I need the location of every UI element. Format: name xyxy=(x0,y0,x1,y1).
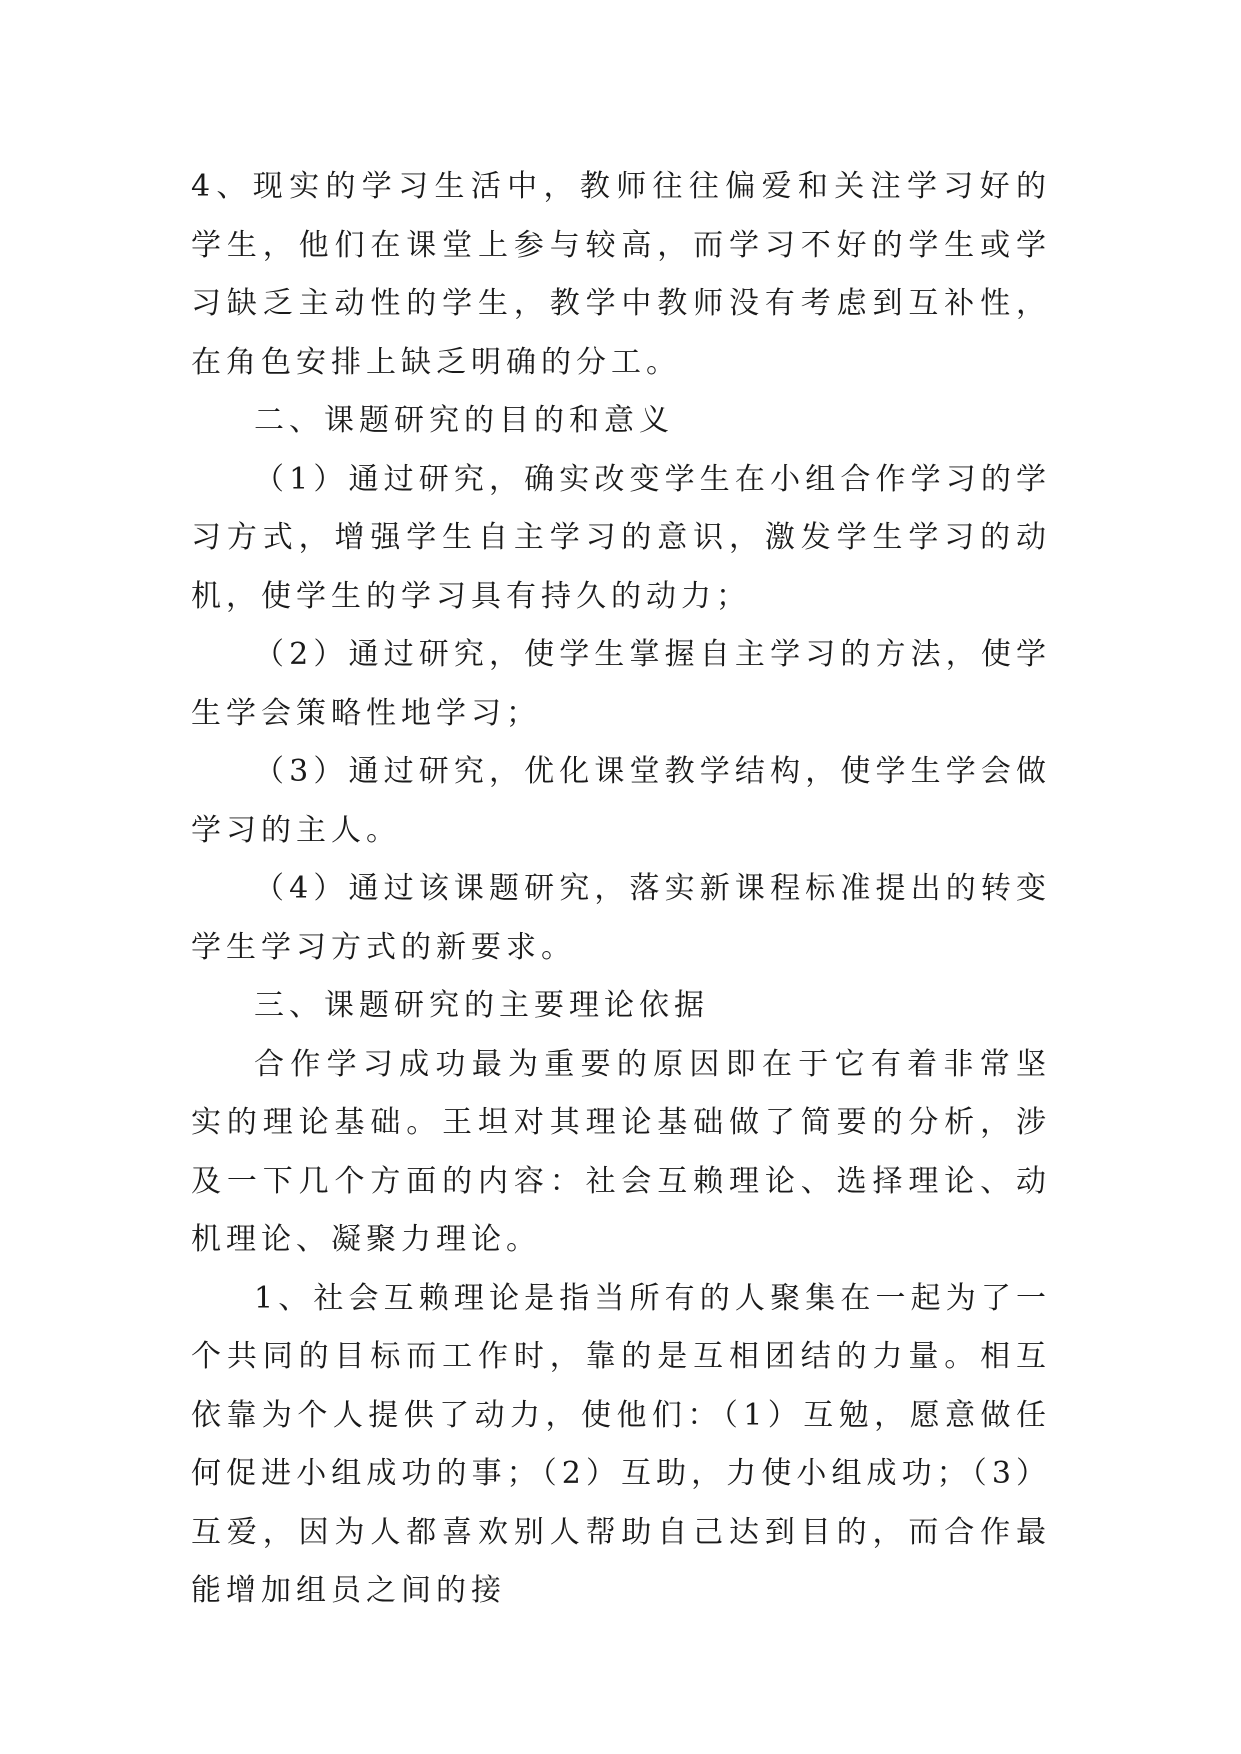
paragraph-theory-intro: 合作学习成功最为重要的原因即在于它有着非常坚实的理论基础。王坦对其理论基础做了简要的分析，涉及一下几个方面的内容：社会互赖理论、选择理论、动机理论、凝聚力理论。 xyxy=(191,1046,1051,1257)
section-heading-purpose: 二、课题研究的目的和意义 xyxy=(254,403,674,438)
paragraph-purpose-2: （2）通过研究，使学生掌握自主学习的方法，使学生学会策略性地学习； xyxy=(191,637,1051,731)
paragraph-purpose-1: （1）通过研究，确实改变学生在小组合作学习的学习方式，增强学生自主学习的意识，激发学生学习的动机，使学生的学习具有持久的动力； xyxy=(191,461,1051,614)
paragraph-teacher-bias: 4、现实的学习生活中，教师往往偏爱和关注学习好的学生，他们在课堂上参与较高，而学习不好的学生或学习缺乏主动性的学生，教学中教师没有考虑到互补性，在角色安排上缺乏明确的分工。 xyxy=(191,169,1051,380)
document-body xyxy=(191,158,1051,1621)
paragraph-purpose-4: （4）通过该课题研究，落实新课程标准提出的转变学生学习方式的新要求。 xyxy=(191,871,1051,965)
paragraph-social-interdependence: 1、社会互赖理论是指当所有的人聚集在一起为了一个共同的目标而工作时，靠的是互相团结的力量。相互依靠为个人提供了动力，使他们：（1）互勉，愿意做任何促进小组成功的事；（2）互助，力使小组成功；（3）互爱，因为人都喜欢别人帮助自己达到目的，而合作最能增加组员之间的接 xyxy=(191,1280,1051,1608)
section-heading-theory: 三、课题研究的主要理论依据 xyxy=(254,988,709,1023)
paragraph-purpose-3: （3）通过研究，优化课堂教学结构，使学生学会做学习的主人。 xyxy=(191,754,1051,848)
